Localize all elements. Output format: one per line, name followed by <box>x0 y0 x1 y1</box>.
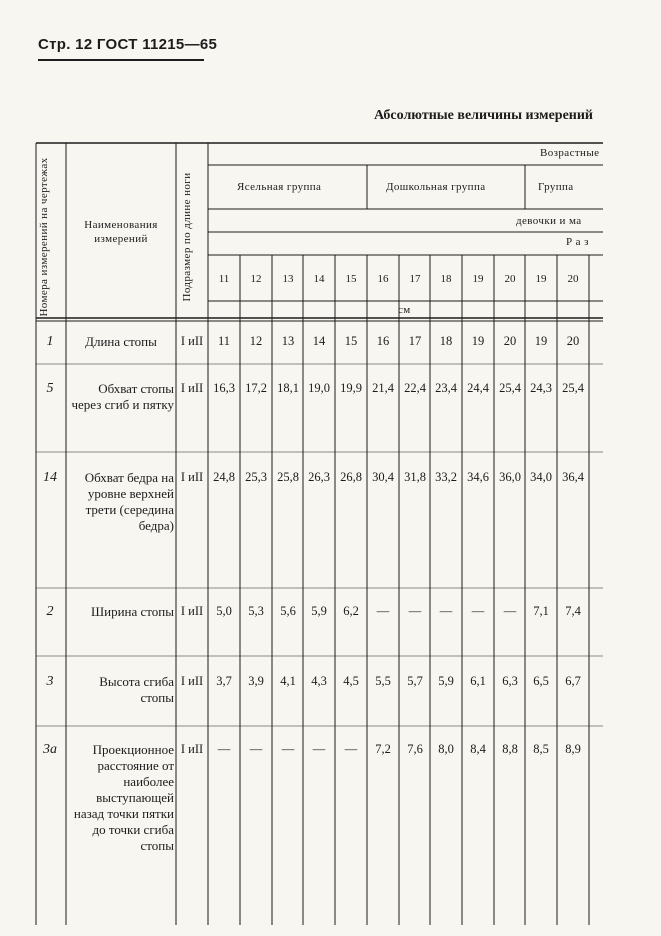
value-cell: 16 <box>376 334 390 348</box>
value-cell: — <box>344 742 358 756</box>
value-cell: 8,5 <box>533 742 549 756</box>
size-number: 12 <box>250 273 262 285</box>
value-cell: 15 <box>344 334 358 348</box>
row-number: 14 <box>43 470 57 485</box>
size-number: 19 <box>472 273 484 285</box>
value-cell: 8,8 <box>502 742 518 756</box>
value-cell: — <box>281 742 295 756</box>
size-number: 13 <box>282 273 294 285</box>
value-cell: 7,1 <box>533 604 549 618</box>
value-cell: 36,4 <box>562 470 584 484</box>
value-cell: 19 <box>471 334 485 348</box>
subsize-cell: I иII <box>180 381 204 395</box>
value-cell: — <box>312 742 326 756</box>
value-cell: 30,4 <box>372 470 394 484</box>
measurement-name: Обхват бедра на уровне верхней трети (середина бедра) <box>84 470 174 533</box>
value-cell: — <box>471 604 485 618</box>
value-cell: 6,3 <box>502 674 518 688</box>
value-cell: 12 <box>249 334 263 348</box>
value-cell: 22,4 <box>404 381 426 395</box>
value-cell: 3,9 <box>248 674 264 688</box>
nursery-group-header: Ясельная группа <box>237 181 322 193</box>
row-number: 2 <box>46 604 54 619</box>
value-cell: 36,0 <box>499 470 521 484</box>
subsize-header: Подразмер по длине ноги <box>181 172 193 302</box>
value-cell: 4,5 <box>343 674 359 688</box>
value-cell: — <box>503 604 517 618</box>
size-number: 14 <box>313 273 325 285</box>
value-cell: 5,9 <box>311 604 327 618</box>
value-cell: 5,6 <box>280 604 296 618</box>
value-cell: 6,7 <box>565 674 581 688</box>
value-cell: 13 <box>281 334 295 348</box>
size-number: 18 <box>440 273 452 285</box>
size-number: 19 <box>535 273 547 285</box>
value-cell: 25,3 <box>245 470 267 484</box>
preschool-group-header: Дошкольная группа <box>386 181 486 193</box>
value-cell: 31,8 <box>404 470 426 484</box>
value-cell: 20 <box>566 334 580 348</box>
value-cell: 19,9 <box>340 381 362 395</box>
girls-boys-header: девочки и ма <box>516 215 582 227</box>
size-number: 20 <box>504 273 516 285</box>
value-cell: 6,5 <box>533 674 549 688</box>
value-cell: 24,3 <box>530 381 552 395</box>
value-cell: 19,0 <box>308 381 330 395</box>
measurement-name: Обхват стопы через сгиб и пятку <box>71 381 174 412</box>
value-cell: 4,3 <box>311 674 327 688</box>
value-cell: 21,4 <box>372 381 394 395</box>
value-cell: 23,4 <box>435 381 457 395</box>
value-cell: 5,0 <box>216 604 232 618</box>
value-cell: 5,5 <box>375 674 391 688</box>
value-cell: 17,2 <box>245 381 267 395</box>
row-number: 3а <box>43 742 57 757</box>
value-cell: 8,4 <box>470 742 486 756</box>
size-number: 15 <box>345 273 357 285</box>
sizes-header: Р а з <box>566 236 589 248</box>
value-cell: 26,8 <box>340 470 362 484</box>
value-cell: 17 <box>408 334 422 348</box>
measurement-name: Высота сгиба стопы <box>99 674 174 705</box>
page-header: Стр. 12 ГОСТ 11215—65 <box>38 36 218 53</box>
value-cell: 4,1 <box>280 674 296 688</box>
value-cell: 34,0 <box>530 470 552 484</box>
value-cell: 5,9 <box>438 674 454 688</box>
value-cell: 18,1 <box>277 381 299 395</box>
value-cell: 6,1 <box>470 674 486 688</box>
measurement-name: Проекционное расстояние от наиболее выступающей назад точки пятки до точки сгиба стопы <box>73 742 174 853</box>
value-cell: 5,3 <box>248 604 264 618</box>
value-cell: 25,4 <box>562 381 584 395</box>
value-cell: — <box>376 604 390 618</box>
value-cell: 24,8 <box>213 470 235 484</box>
measurement-name: Длина стопы <box>85 334 157 349</box>
value-cell: 26,3 <box>308 470 330 484</box>
value-cell: 5,7 <box>407 674 423 688</box>
value-cell: 18 <box>439 334 453 348</box>
value-cell: 7,6 <box>407 742 423 756</box>
subsize-cell: I иII <box>180 604 204 618</box>
row-number-header: Номера измерений на чертежах <box>38 157 50 317</box>
size-number: 11 <box>218 273 230 285</box>
row-number: 5 <box>46 381 54 396</box>
value-cell: 14 <box>312 334 326 348</box>
value-cell: — <box>408 604 422 618</box>
value-cell: 6,2 <box>343 604 359 618</box>
value-cell: 25,4 <box>499 381 521 395</box>
row-number: 3 <box>46 674 54 689</box>
age-groups-header: Возрастные <box>540 147 600 159</box>
group-header: Группа <box>538 181 574 193</box>
value-cell: — <box>249 742 263 756</box>
value-cell: — <box>439 604 453 618</box>
value-cell: 8,9 <box>565 742 581 756</box>
value-cell: 20 <box>503 334 517 348</box>
subsize-cell: I иII <box>180 674 204 688</box>
size-number: 16 <box>377 273 389 285</box>
value-cell: 25,8 <box>277 470 299 484</box>
subsize-cell: I иII <box>180 334 204 348</box>
row-number: 1 <box>46 334 54 349</box>
unit-header: см <box>398 304 411 316</box>
table-title: Абсолютные величины измерений <box>374 108 593 123</box>
value-cell: 11 <box>217 334 231 348</box>
value-cell: — <box>217 742 231 756</box>
measurement-name-header: Наименования измерений <box>84 219 158 245</box>
subsize-cell: I иII <box>180 742 204 756</box>
value-cell: 16,3 <box>213 381 235 395</box>
value-cell: 8,0 <box>438 742 454 756</box>
value-cell: 7,2 <box>375 742 391 756</box>
value-cell: 24,4 <box>467 381 489 395</box>
measurement-name: Ширина стопы <box>91 604 174 619</box>
size-number: 17 <box>409 273 421 285</box>
value-cell: 3,7 <box>216 674 232 688</box>
value-cell: 34,6 <box>467 470 489 484</box>
value-cell: 19 <box>534 334 548 348</box>
subsize-cell: I иII <box>180 470 204 484</box>
size-number: 20 <box>567 273 579 285</box>
value-cell: 33,2 <box>435 470 457 484</box>
value-cell: 7,4 <box>565 604 581 618</box>
